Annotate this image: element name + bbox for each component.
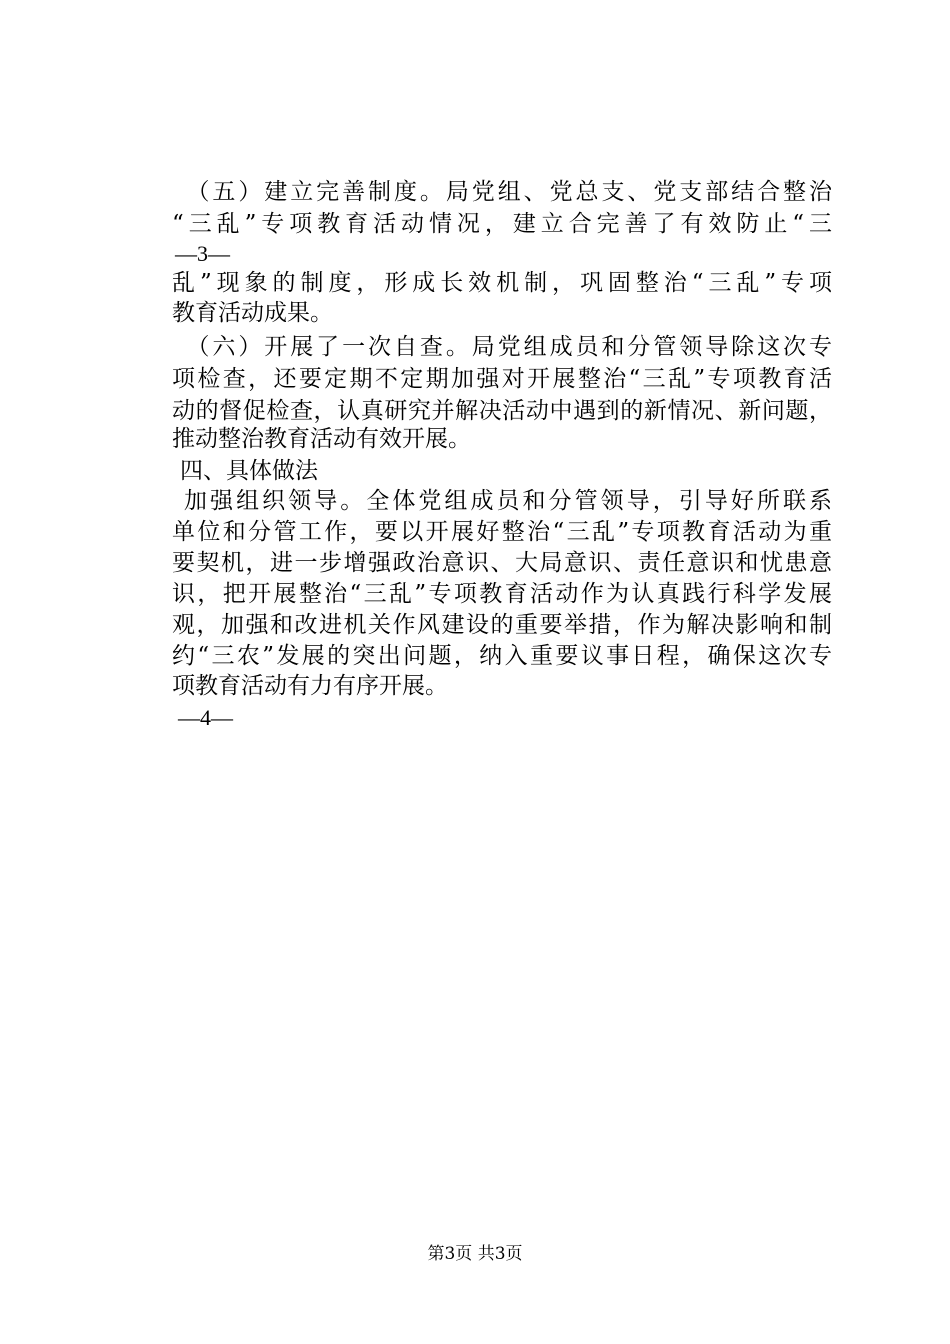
page-marker-3: —3— xyxy=(175,241,230,266)
paragraph-practice-line-5: 观，加强和改进机关作风建设的重要举措，作为解决影响和制 xyxy=(172,612,832,638)
paragraph-practice-line-4: 识，把开展整治“三乱”专项教育活动作为认真践行科学发展 xyxy=(172,581,832,607)
paragraph-6-line-1: （六）开展了一次自查。局党组成员和分管领导除这次专 xyxy=(172,334,832,360)
paragraph-6-line-3: 动的督促检查，认真研究并解决活动中遇到的新情况、新问题， xyxy=(172,398,832,424)
paragraph-practice-line-7: 项教育活动有力有序开展。 xyxy=(172,673,448,699)
paragraph-practice-line-2: 单位和分管工作，要以开展好整治“三乱”专项教育活动为重 xyxy=(172,519,832,545)
paragraph-practice-line-6: 约“三农”发展的突出问题，纳入重要议事日程，确保这次专 xyxy=(172,643,832,669)
paragraph-6-line-2: 项检查，还要定期不定期加强对开展整治“三乱”专项教育活 xyxy=(172,366,832,392)
paragraph-5-line-3: 乱”现象的制度，形成长效机制，巩固整治“三乱”专项 xyxy=(172,270,832,296)
paragraph-5-line-1: （五）建立完善制度。局党组、党总支、党支部结合整治 xyxy=(172,179,832,205)
paragraph-practice-line-1: 加强组织领导。全体党组成员和分管领导，引导好所联系 xyxy=(184,488,832,514)
section-heading: 四、具体做法 xyxy=(180,458,318,484)
paragraph-practice-line-3: 要契机，进一步增强政治意识、大局意识、责任意识和忧患意 xyxy=(172,550,832,576)
page-footer: 第3页 共3页 xyxy=(427,1244,523,1264)
page-marker-4: —4— xyxy=(178,705,233,730)
paragraph-6-line-4: 推动整治教育活动有效开展。 xyxy=(172,426,471,452)
paragraph-5-line-4: 教育活动成果。 xyxy=(172,300,333,326)
paragraph-5-line-2: “三乱”专项教育活动情况，建立合完善了有效防止“三 xyxy=(172,211,832,237)
